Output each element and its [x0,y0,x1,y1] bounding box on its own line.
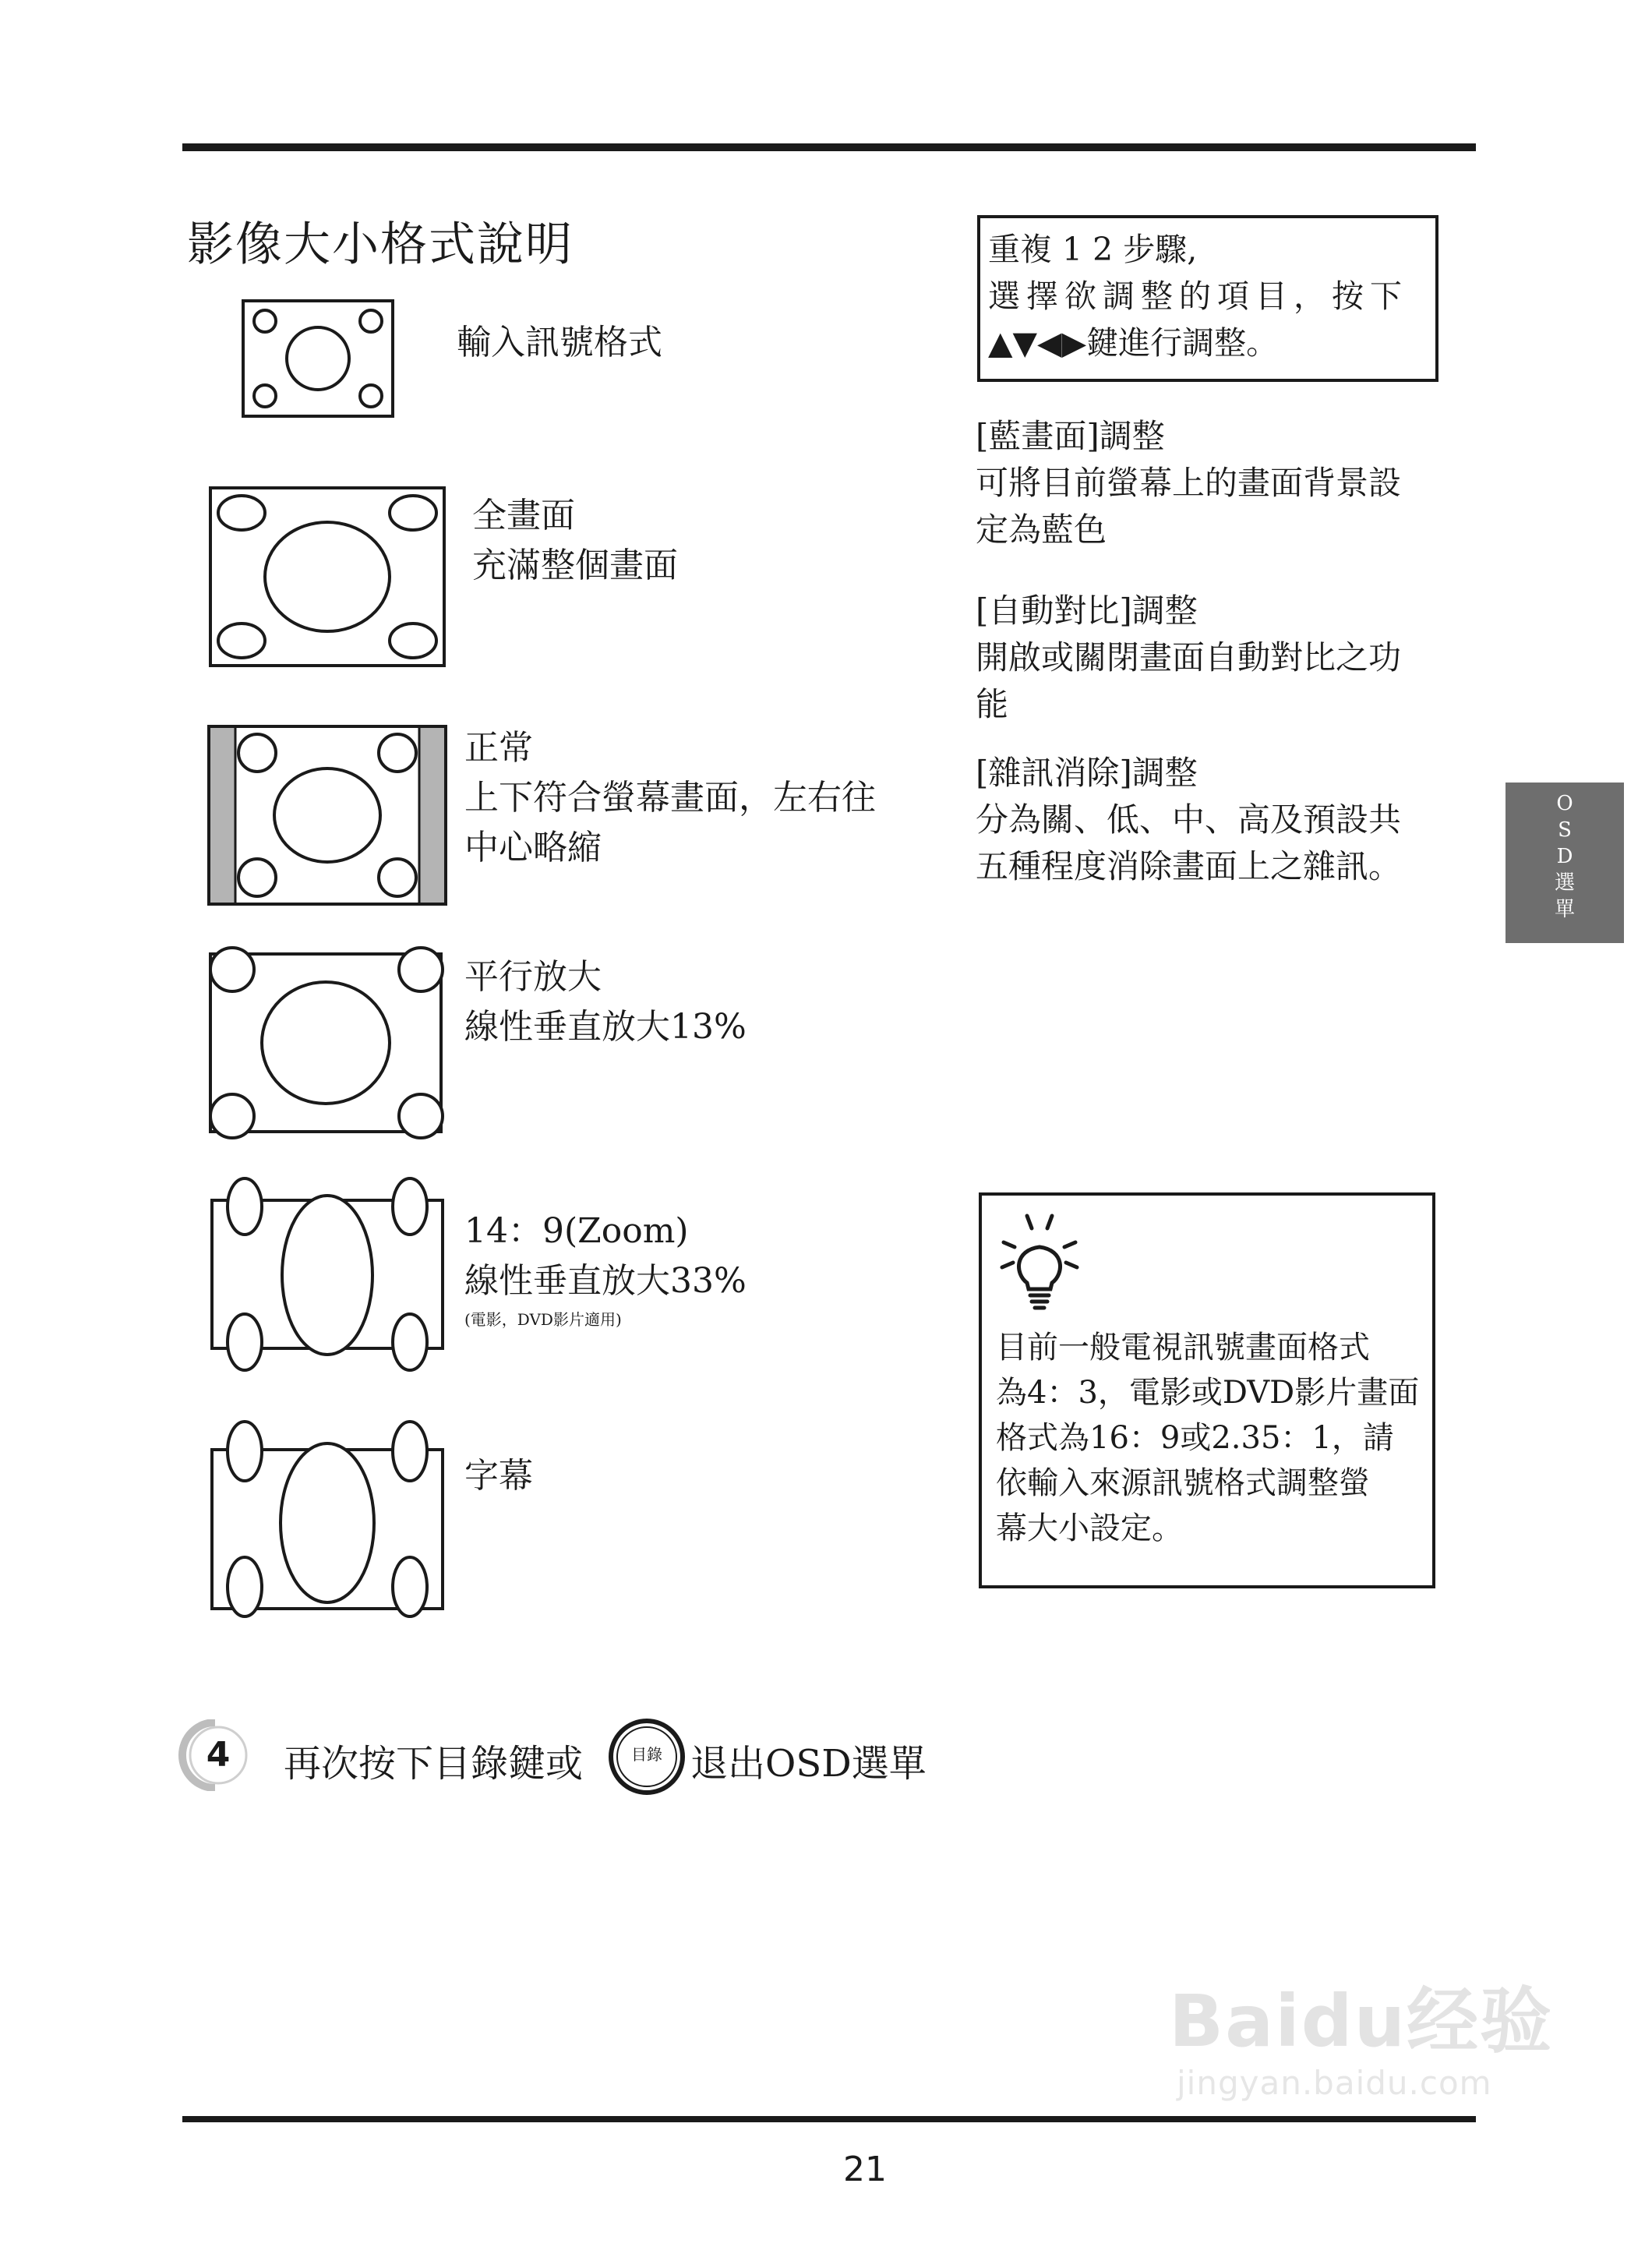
side-tab-char: S [1558,818,1572,842]
side-tab-char: 單 [1554,898,1575,921]
tip-line: 幕大小設定。 [996,1510,1183,1546]
tip-box [979,1192,1435,1588]
blue-screen-note [976,413,1401,553]
format-line: 線性垂直放大13% [464,1007,747,1047]
format-text-normal [464,723,876,873]
side-tab-char: O [1556,792,1573,815]
instruction-line-3: ▲▼◀▶鍵進行調整。 [988,324,1279,362]
full-screen-diagram [209,486,446,667]
format-line: 平行放大 [464,957,602,997]
note-line: 定為藍色 [976,511,1107,549]
bottom-rule [182,2116,1476,2122]
format-note: (電影，DVD影片適用) [464,1310,622,1329]
tip-text [996,1325,1419,1551]
note-line: 五種程度消除畫面上之雜訊。 [976,847,1402,885]
format-text-zoom [464,1206,747,1333]
parallel-zoom-diagram [203,945,447,1141]
section-title: 影像大小格式說明 [187,217,574,272]
note-line: 分為關、低、中、高及預設共 [976,800,1402,839]
note-line: 能 [976,685,1009,723]
osd-menu-side-tab [1506,783,1624,943]
format-line: 全畫面 [472,496,575,535]
step-text-before: 再次按下目錄鍵或 [284,1742,584,1786]
step-number: 4 [206,1735,231,1775]
note-line: 可將目前螢幕上的畫面背景設 [976,464,1402,502]
auto-contrast-note [976,588,1401,728]
side-tab-char: D [1556,845,1573,868]
format-line: 中心略縮 [464,828,602,867]
menu-button-icon [606,1716,687,1800]
menu-button-label: 目錄 [631,1745,662,1764]
note-title: [藍畫面]調整 [976,417,1165,455]
step-number-badge [176,1719,262,1794]
tip-line: 依輸入來源訊號格式調整螢 [996,1465,1370,1501]
top-rule [182,143,1476,151]
format-line: 輸入訊號格式 [457,323,662,362]
format-text-parallel [464,952,747,1052]
format-text-input [457,318,662,368]
tip-line: 目前一般電視訊號畫面格式 [996,1330,1370,1365]
noise-reduction-note [976,750,1401,890]
normal-diagram [207,725,447,906]
step-text-after: 退出OSD選單 [690,1742,927,1786]
note-title: [自動對比]調整 [976,592,1198,630]
format-line: 字幕 [464,1456,533,1496]
side-tab-char: 選 [1554,871,1575,895]
page-number: 21 [843,2150,887,2189]
zoom-14-9-diagram [207,1177,449,1372]
instruction-line-2: 選擇欲調整的項目，按下 [988,277,1408,315]
format-line: 上下符合螢幕畫面，左右往 [464,778,876,818]
input-format-diagram [242,299,394,418]
watermark-url: jingyan.baidu.com [1177,2064,1492,2102]
format-text-subtitle [464,1451,533,1501]
format-line: 線性垂直放大33% [464,1261,747,1301]
watermark [1161,1964,1554,2120]
instruction-line-1: 重複 1 2 步驟, [988,231,1198,268]
format-line: 14：9(Zoom) [464,1211,689,1251]
tip-line: 格式為16：9或2.35：1，請 [996,1420,1394,1456]
note-title: [雜訊消除]調整 [976,754,1198,792]
subtitle-diagram [207,1406,449,1618]
watermark-logo: Baidu经验 [1169,1980,1554,2063]
lightbulb-icon [993,1211,1086,1316]
format-text-full [472,491,678,591]
format-line: 正常 [464,728,533,768]
instruction-box [977,215,1438,382]
format-line: 充滿整個畫面 [472,546,678,585]
note-line: 開啟或關閉畫面自動對比之功 [976,638,1402,677]
tip-line: 為4：3，電影或DVD影片畫面 [996,1375,1420,1411]
